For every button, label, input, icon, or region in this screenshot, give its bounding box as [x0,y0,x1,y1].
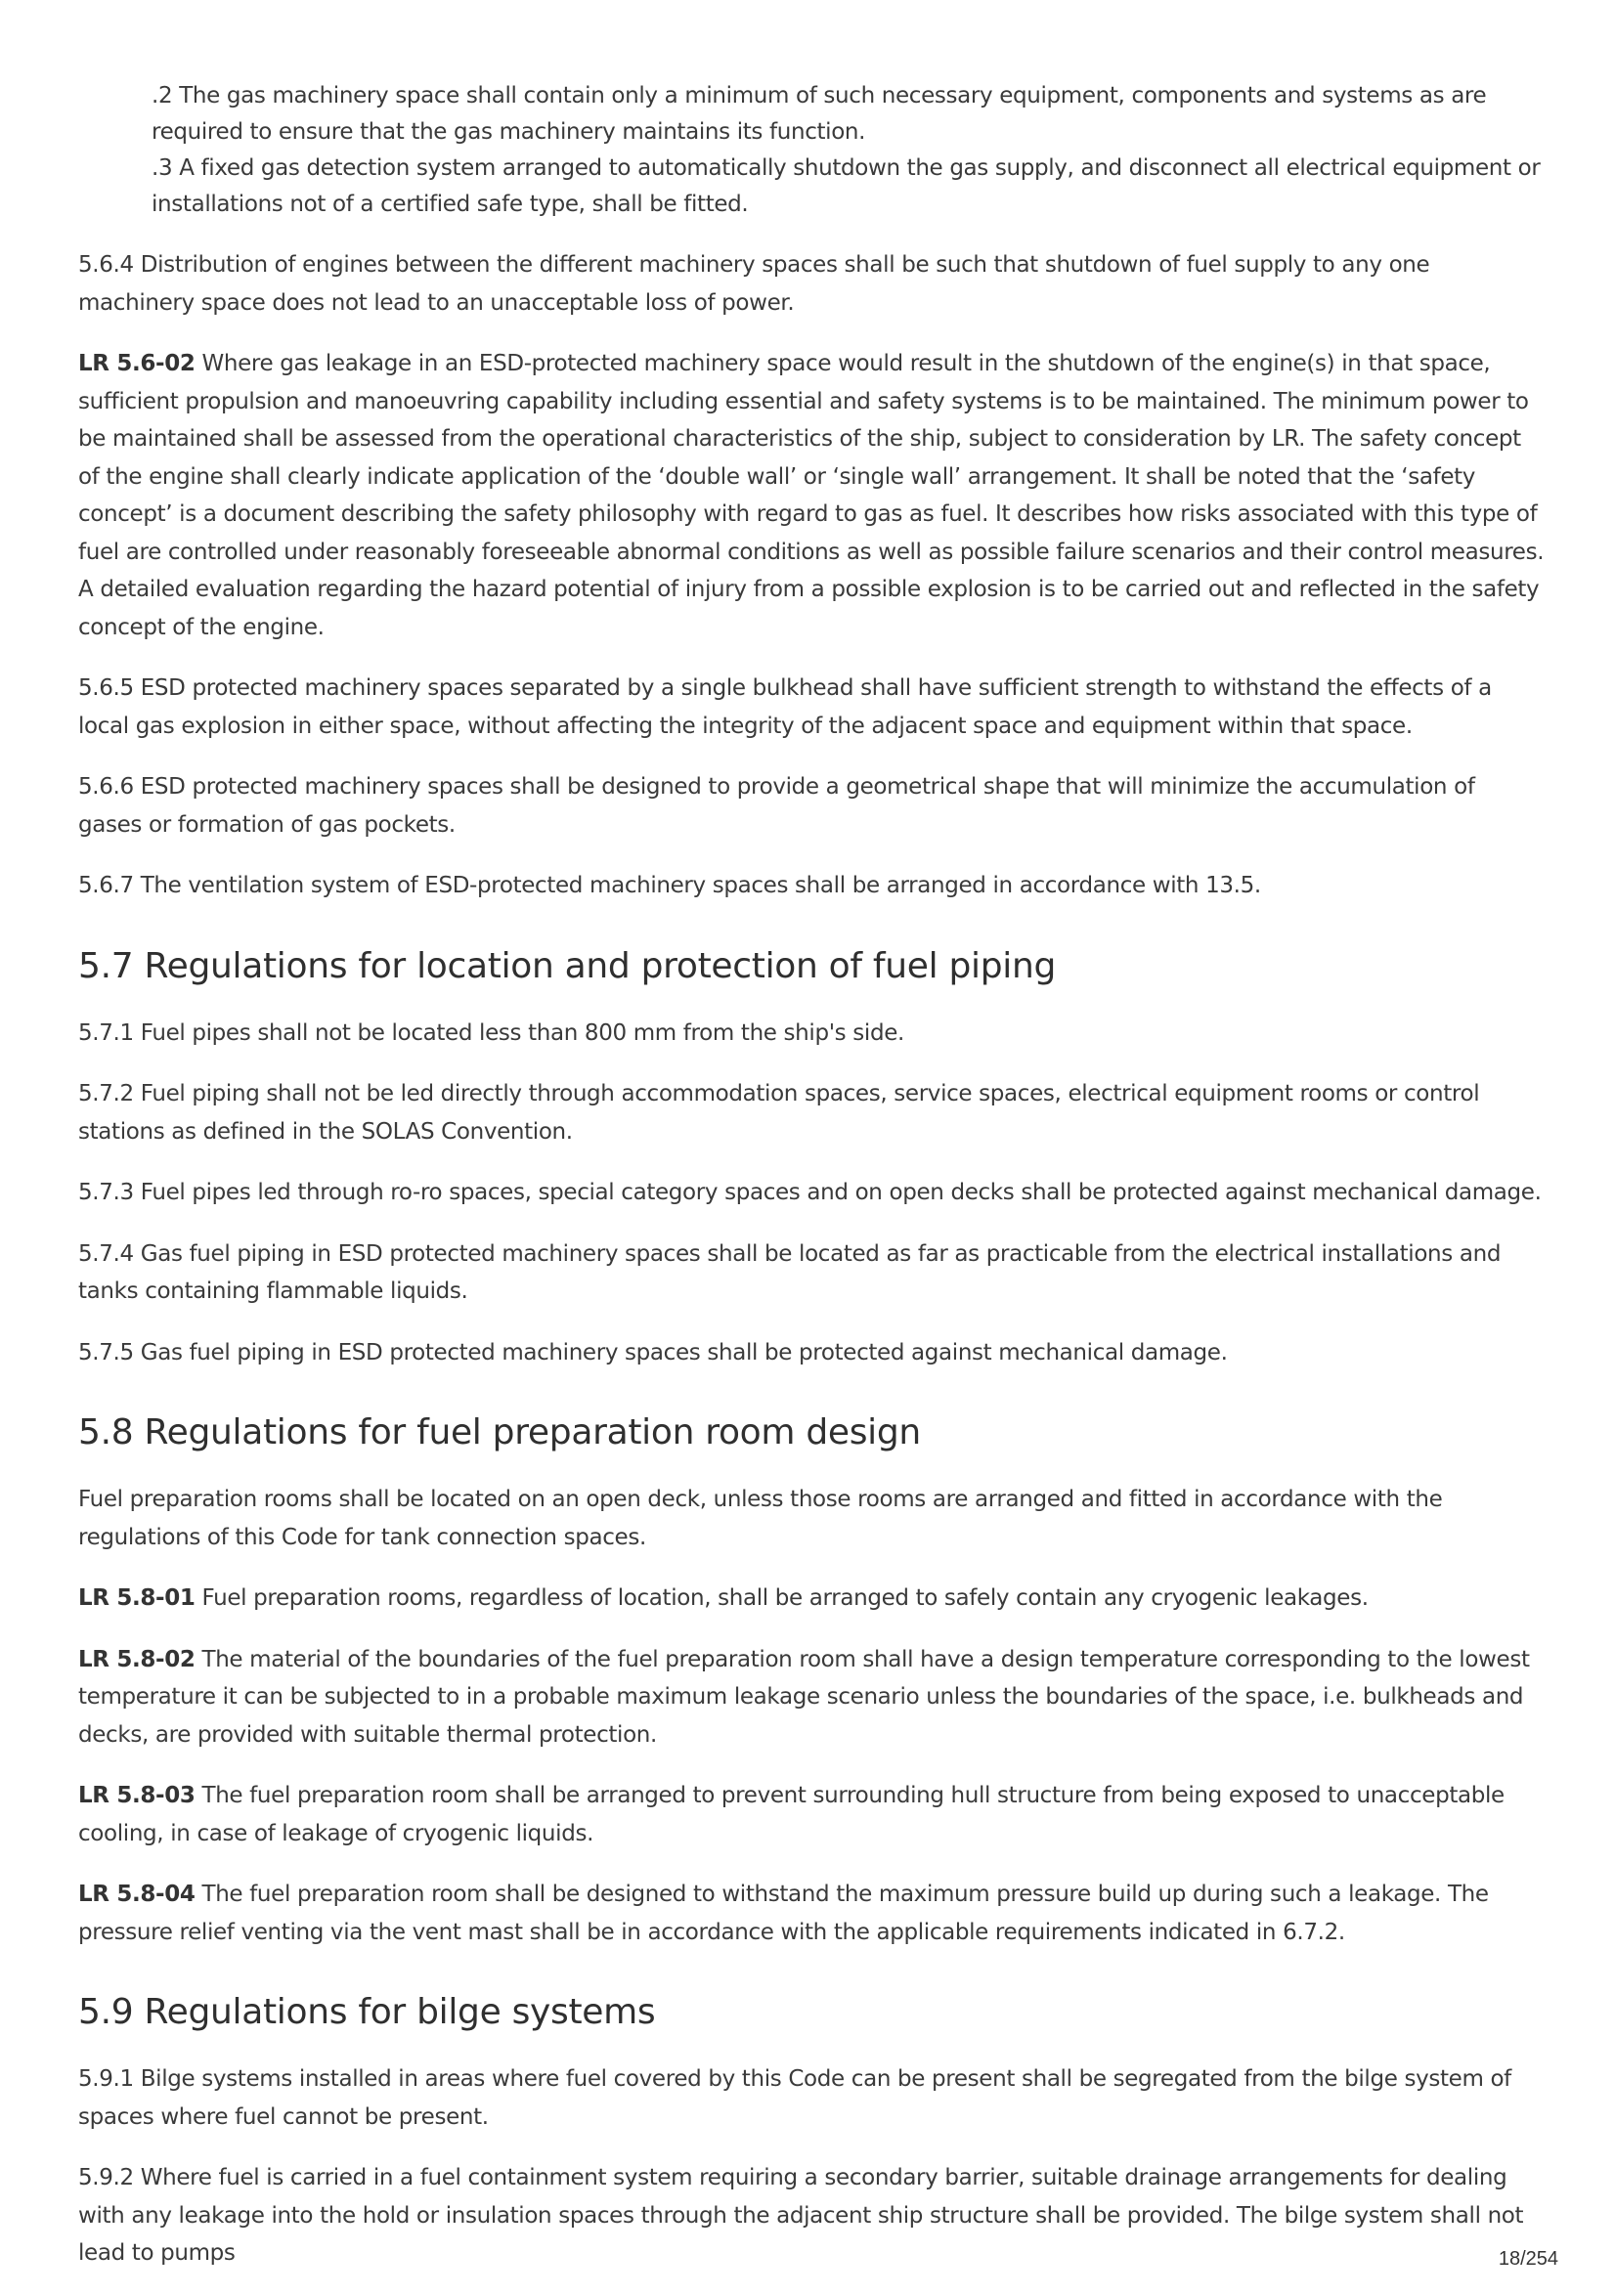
page-number: 18/254 [1498,2248,1558,2270]
list-item-3: .3 A fixed gas detection system arranged to automatically shutdown the gas supply, and disconnect all electrical equipment or installations not of a certified safe type, shall be fitted. [152,155,1541,217]
lr-label: LR 5.8-01 [78,1585,196,1611]
paragraph-5-9-2: 5.9.2 Where fuel is carried in a fuel containment system requiring a secondary barrier, suitable drainage arrangements for dealing with any leakage into the hold or insulation spaces through the adjacent ship structure shall be provided. The bilge system shall not lead to pumps [78,2165,1524,2266]
section-heading-5-8: 5.8 Regulations for fuel preparation room design [78,1412,921,1452]
paragraph-5-6-5: 5.6.5 ESD protected machinery spaces separated by a single bulkhead shall have sufficient strength to withstand the effects of a local gas explosion in either space, without affecting the integrity of the adjacent space and equipment within that space. [78,675,1492,739]
paragraph-lr-5-8-02 [78,1641,1545,1754]
paragraph-5-7-2: 5.7.2 Fuel piping shall not be led directly through accommodation spaces, service spaces, electrical equipment rooms or control stations as defined in the SOLAS Convention. [78,1081,1480,1145]
paragraph-lr-5-8-04 [78,1876,1545,1951]
lr-text: The material of the boundaries of the fuel preparation room shall have a design temperature corresponding to the lowest temperature it can be subjected to in a probable maximum leakage scenario unless the boundaries of the space, i.e. bulkheads and decks, are provided with suitable thermal protection. [78,1646,1530,1748]
paragraph-5-6-7: 5.6.7 The ventilation system of ESD-protected machinery spaces shall be arranged in accordance with 13.5. [78,873,1261,898]
paragraph-5-6-4: 5.6.4 Distribution of engines between the different machinery spaces shall be such that shutdown of fuel supply to any one machinery space does not lead to an unacceptable loss of power. [78,252,1430,316]
lr-text: Where gas leakage in an ESD-protected machinery space would result in the shutdown of the engine(s) in that space, sufficient propulsion and manoeuvring capability including essential and safety systems is to be maintained. The minimum power to be maintained shall be assessed from the operational characteristics of the ship, subject to consideration by LR. The safety concept of the engine shall clearly indicate application of the ‘double wall’ or ‘single wall’ arrangement. It shall be noted that the ‘safety concept’ is a document describing the safety philosophy with regard to gas as fuel. It describes how risks associated with this type of fuel are controlled under reasonably foreseeable abnormal conditions as well as possible failure scenarios and their control measures. A detailed evaluation regarding the hazard potential of injury from a possible explosion is to be carried out and reflected in the safety concept of the engine. [78,351,1545,640]
numbered-list [78,78,1545,223]
paragraph-lr-5-8-01 [78,1580,1545,1618]
paragraph-lr-5-6-02 [78,345,1545,646]
lr-text: The fuel preparation room shall be designed to withstand the maximum pressure build up during such a leakage. The pressure relief venting via the vent mast shall be in accordance with the applicable requirements indicated in 6.7.2. [78,1882,1489,1945]
lr-label: LR 5.8-02 [78,1646,196,1672]
list-item-2: .2 The gas machinery space shall contain only a minimum of such necessary equipment, components and systems as are required to ensure that the gas machinery maintains its function. [152,83,1487,145]
lr-text: The fuel preparation room shall be arranged to prevent surrounding hull structure from being exposed to unacceptable cooling, in case of leakage of cryogenic liquids. [78,1783,1505,1846]
lr-label: LR 5.8-04 [78,1882,196,1907]
paragraph-5-9-1: 5.9.1 Bilge systems installed in areas where fuel covered by this Code can be present shall be segregated from the bilge system of spaces where fuel cannot be present. [78,2066,1511,2130]
paragraph-5-7-5: 5.7.5 Gas fuel piping in ESD protected machinery spaces shall be protected against mechanical damage. [78,1339,1228,1365]
lr-label: LR 5.8-03 [78,1783,196,1808]
paragraph-lr-5-8-03 [78,1777,1545,1852]
paragraph-5-7-3: 5.7.3 Fuel pipes led through ro-ro spaces, special category spaces and on open decks shall be protected against mechanical damage. [78,1180,1542,1205]
paragraph-5-7-4: 5.7.4 Gas fuel piping in ESD protected machinery spaces shall be located as far as practicable from the electrical installations and tanks containing flammable liquids. [78,1240,1502,1304]
document-page [78,78,1545,2296]
paragraph-5-6-6: 5.6.6 ESD protected machinery spaces shall be designed to provide a geometrical shape that will minimize the accumulation of gases or formation of gas pockets. [78,774,1475,838]
lr-label: LR 5.6-02 [78,351,196,376]
paragraph-5-8-intro: Fuel preparation rooms shall be located on an open deck, unless those rooms are arranged and fitted in accordance with the regulations of this Code for tank connection spaces. [78,1487,1443,1550]
section-heading-5-9: 5.9 Regulations for bilge systems [78,1992,656,2032]
lr-text: Fuel preparation rooms, regardless of location, shall be arranged to safely contain any cryogenic leakages. [195,1585,1369,1611]
paragraph-5-7-1: 5.7.1 Fuel pipes shall not be located less than 800 mm from the ship's side. [78,1019,904,1046]
section-heading-5-7: 5.7 Regulations for location and protection of fuel piping [78,945,1057,986]
